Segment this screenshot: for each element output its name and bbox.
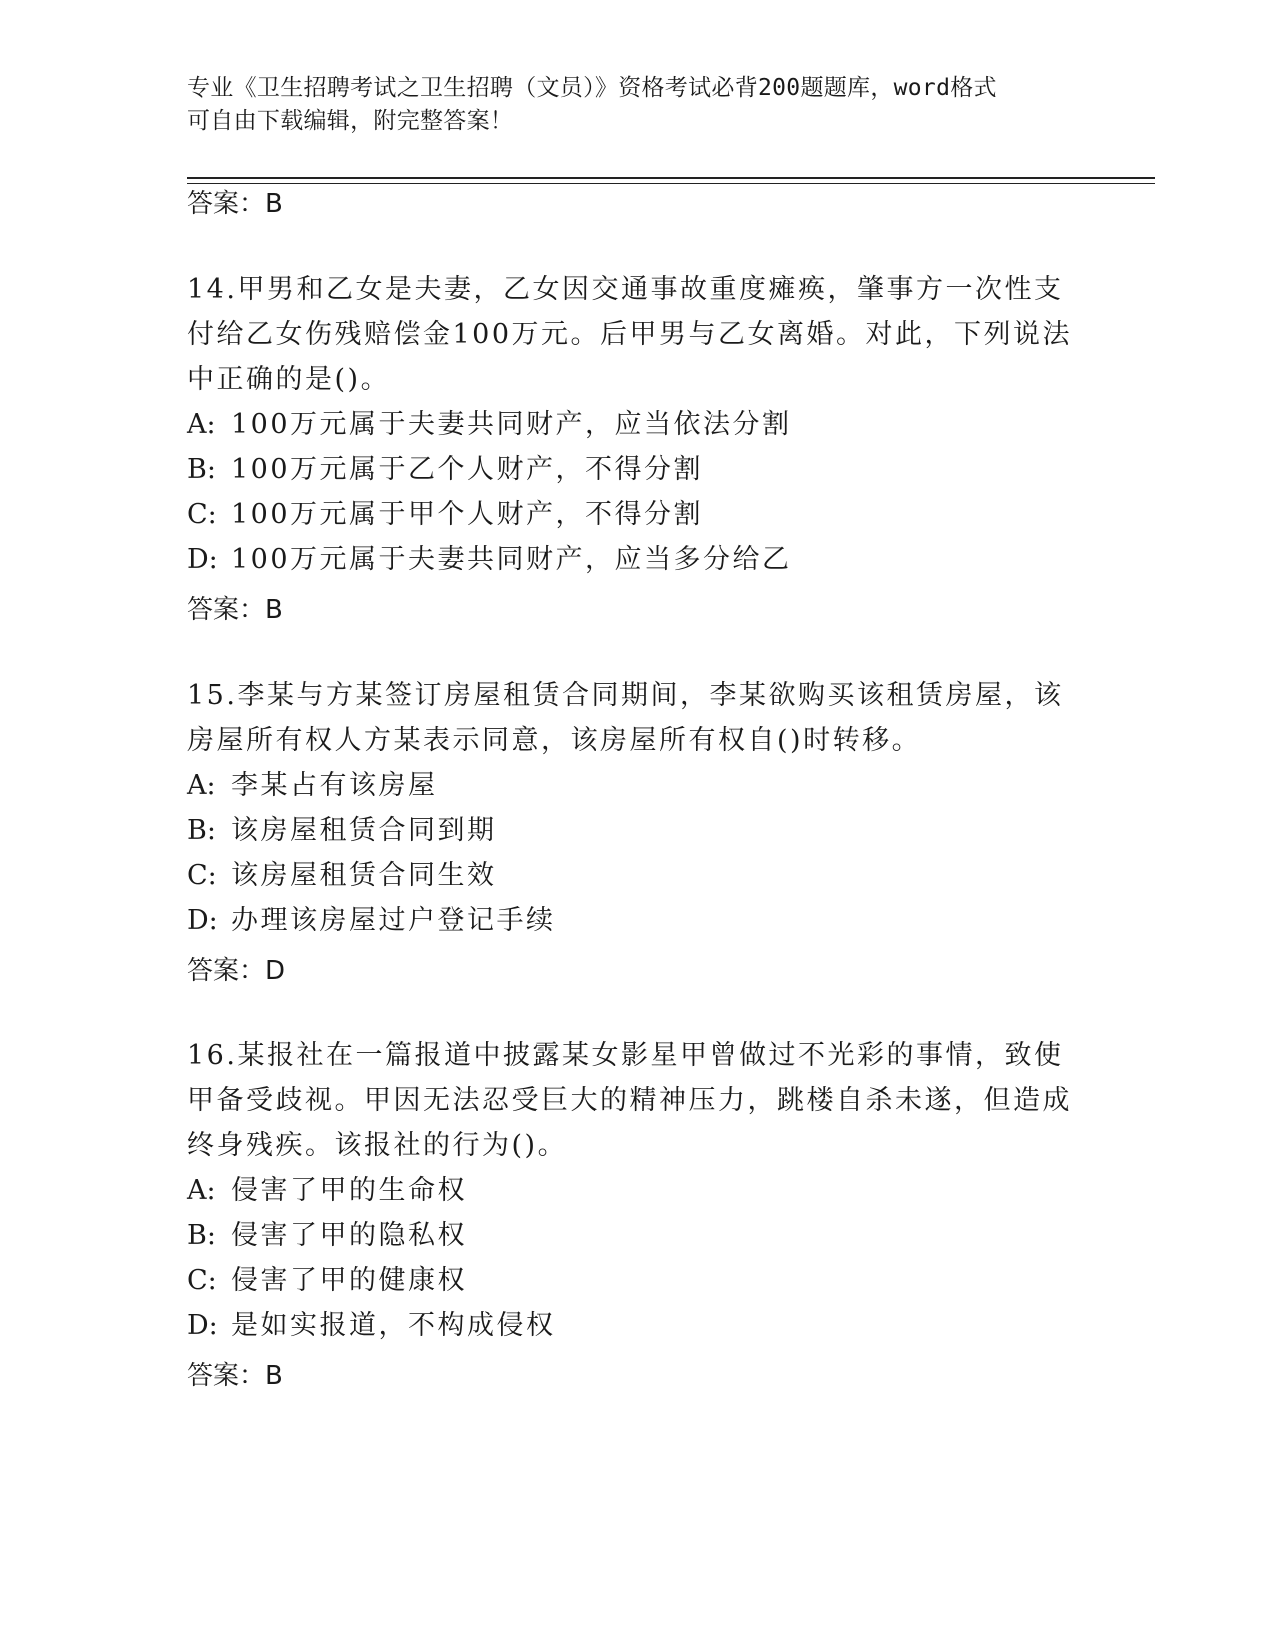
option-text: 100万元属于夫妻共同财产，应当依法分割	[231, 409, 792, 440]
option-text: 该房屋租赁合同到期	[231, 815, 497, 846]
option-text: 侵害了甲的隐私权	[231, 1220, 467, 1251]
option-text: 该房屋租赁合同生效	[231, 860, 497, 891]
option-key: B:	[187, 1220, 216, 1251]
header-line-2: 可自由下载编辑，附完整答案！	[187, 108, 514, 134]
option-a	[187, 763, 1087, 808]
question-14	[187, 267, 1087, 582]
answer-15: 答案：D	[187, 956, 286, 986]
option-c	[187, 853, 1087, 898]
option-b	[187, 1213, 1087, 1258]
option-key: D:	[187, 1310, 218, 1341]
option-text: 100万元属于乙个人财产，不得分割	[231, 454, 704, 485]
option-a	[187, 402, 1087, 447]
option-key: A:	[187, 1175, 216, 1206]
option-text: 侵害了甲的健康权	[231, 1265, 467, 1296]
header-line-1: 专业《卫生招聘考试之卫生招聘（文员）》资格考试必背200题题库，word格式	[187, 75, 997, 101]
option-b	[187, 447, 1087, 492]
option-b	[187, 808, 1087, 853]
question-stem: 16.某报社在一篇报道中披露某女影星甲曾做过不光彩的事情，致使甲备受歧视。甲因无法忍受巨大的精神压力，跳楼自杀未遂，但造成终身残疾。该报社的行为()。	[187, 1040, 1072, 1161]
option-key: D:	[187, 544, 218, 575]
option-a	[187, 1168, 1087, 1213]
option-key: C:	[187, 1265, 217, 1296]
answer-16: 答案：B	[187, 1361, 283, 1391]
option-d	[187, 898, 1087, 943]
option-key: C:	[187, 860, 217, 891]
option-text: 100万元属于甲个人财产，不得分割	[231, 499, 704, 530]
option-key: D:	[187, 905, 218, 936]
question-stem: 14.甲男和乙女是夫妻，乙女因交通事故重度瘫痪，肇事方一次性支付给乙女伤残赔偿金100万元。后甲男与乙女离婚。对此，下列说法中正确的是()。	[187, 274, 1073, 395]
option-key: A:	[187, 770, 216, 801]
option-key: B:	[187, 454, 216, 485]
option-text: 李某占有该房屋	[231, 770, 438, 801]
option-c	[187, 492, 1087, 537]
option-text: 办理该房屋过户登记手续	[231, 905, 556, 936]
option-d	[187, 1303, 1087, 1348]
question-stem: 15.李某与方某签订房屋租赁合同期间，李某欲购买该租赁房屋，该房屋所有权人方某表示同意，该房屋所有权自()时转移。	[187, 680, 1064, 756]
header-rule-thin	[187, 183, 1155, 184]
header-rule-thick	[187, 177, 1155, 179]
answer-previous: 答案：B	[187, 189, 283, 219]
option-key: A:	[187, 409, 216, 440]
answer-14: 答案：B	[187, 595, 283, 625]
option-text: 侵害了甲的生命权	[231, 1175, 467, 1206]
document-header	[187, 72, 1087, 138]
option-d	[187, 537, 1087, 582]
option-key: C:	[187, 499, 217, 530]
question-16	[187, 1033, 1087, 1348]
option-key: B:	[187, 815, 216, 846]
option-text: 100万元属于夫妻共同财产，应当多分给乙	[231, 544, 792, 575]
option-c	[187, 1258, 1087, 1303]
question-15	[187, 673, 1087, 943]
option-text: 是如实报道，不构成侵权	[231, 1310, 556, 1341]
